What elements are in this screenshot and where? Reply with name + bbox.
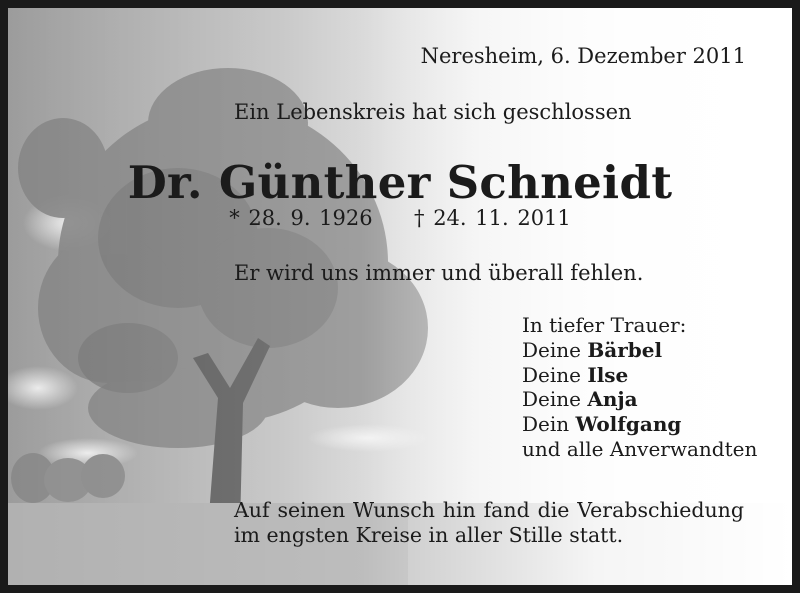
- mourner-name: Bärbel: [587, 337, 663, 362]
- birth-date: 28. 9. 1926: [248, 206, 373, 230]
- mourner-prefix: Deine: [522, 362, 581, 387]
- mourner-name: Ilse: [587, 362, 629, 387]
- birth-symbol: *: [229, 206, 240, 230]
- mourner-prefix: Dein: [522, 412, 570, 437]
- mourner-prefix: Deine: [522, 337, 581, 362]
- mourning-heading: In tiefer Trauer:: [522, 313, 687, 337]
- place-date: Neresheim, 6. Dezember 2011: [420, 44, 746, 68]
- mourner-row: [522, 363, 757, 388]
- mourner-row: [522, 338, 757, 363]
- death-symbol: †: [414, 206, 425, 230]
- mourner-prefix: Deine: [522, 387, 581, 412]
- life-dates: [8, 206, 792, 230]
- deceased-name: Dr. Günther Schneidt: [127, 156, 673, 209]
- death-date: 24. 11. 2011: [433, 206, 571, 230]
- relatives-line: und alle Anverwandten: [522, 436, 758, 461]
- mourner-name: Anja: [587, 387, 638, 412]
- closing-statement: Auf seinen Wunsch hin fand die Verabschiedung im engsten Kreise in aller Stille statt.: [234, 498, 744, 547]
- intro-line: Ein Lebenskreis hat sich geschlossen: [234, 100, 632, 124]
- remembrance-sentence: Er wird uns immer und überall fehlen.: [234, 261, 644, 285]
- mourners-block: [522, 313, 757, 462]
- mourner-row: [522, 387, 757, 412]
- mourner-row: [522, 412, 757, 437]
- mourner-name: Wolfgang: [575, 412, 682, 437]
